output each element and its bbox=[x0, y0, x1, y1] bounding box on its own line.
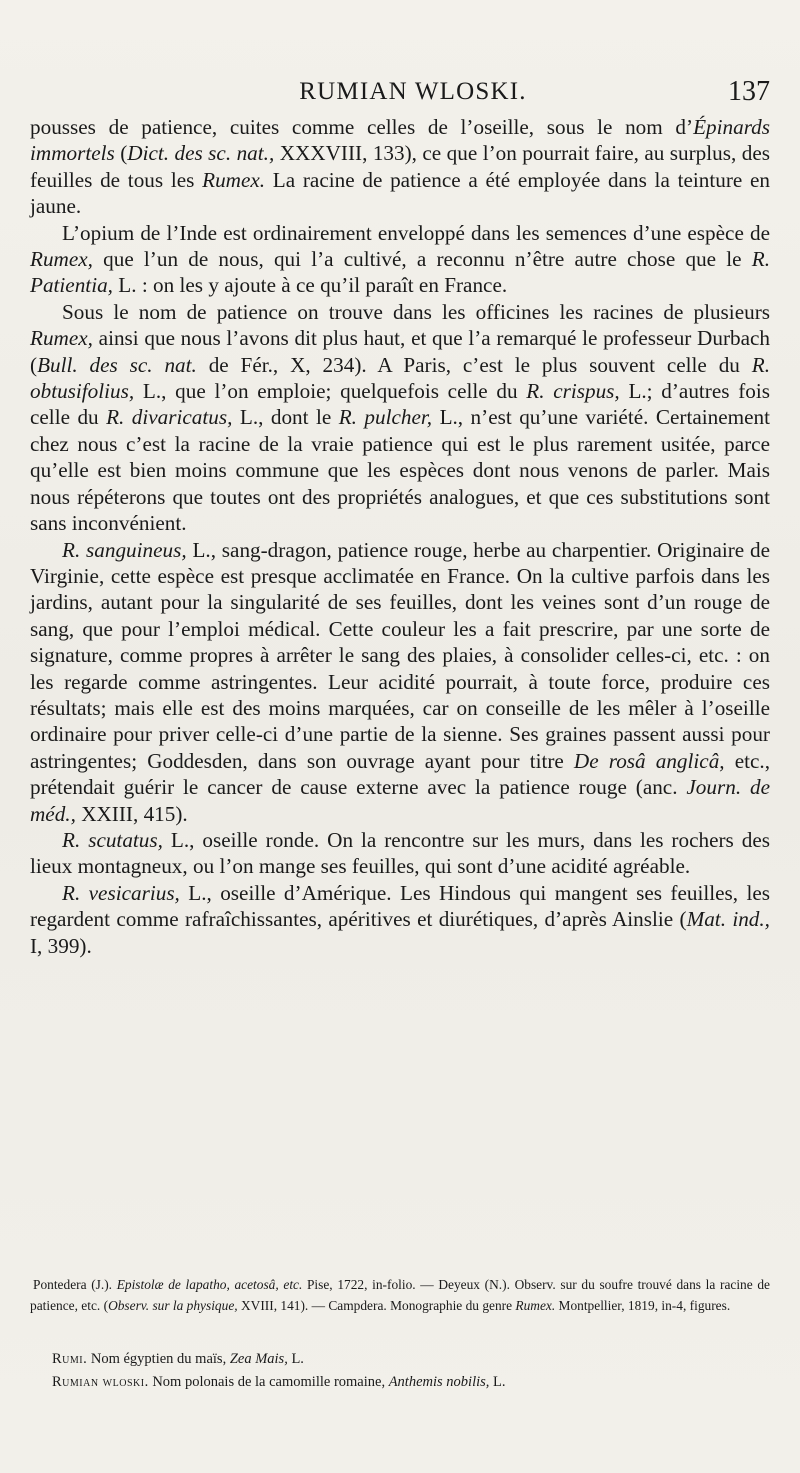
paragraph-r-sanguineus bbox=[30, 537, 770, 827]
italic-run: Epistolæ de lapatho, acetosâ, etc. bbox=[116, 1277, 303, 1292]
text-run: L. bbox=[489, 1374, 506, 1390]
text-run: L., oseille ronde. On la rencontre sur les murs, dans les rochers des lieux montagneux, ou l’on mange ses feuilles, qui sont d’une acidité agréable. bbox=[30, 827, 770, 879]
text-run: Nom polonais de la camomille romaine, bbox=[148, 1374, 389, 1390]
text-run: XXIII, 415). bbox=[75, 801, 188, 826]
text-run: La racine de patience a été employée dans la teinture en jaune. bbox=[30, 167, 771, 219]
italic-run: Rumex, bbox=[30, 247, 93, 272]
text-run: ainsi que nous l’avons dit plus haut, et que l’a remarqué le professeur Durbach ( bbox=[30, 326, 770, 377]
page-number: 137 bbox=[728, 76, 770, 107]
bibliography-text bbox=[30, 1274, 770, 1316]
running-title: RUMIAN WLOSKI. bbox=[299, 78, 527, 105]
text-run: L. : on les y ajoute à ce qu’il paraît en France. bbox=[112, 273, 508, 298]
italic-run: De rosâ anglicâ, bbox=[573, 748, 725, 773]
italic-run: R. vesicarius, bbox=[62, 880, 180, 905]
italic-run: R. crispus, bbox=[526, 379, 620, 404]
text-run: Pontedera (J.). bbox=[33, 1277, 117, 1292]
italic-run: Dict. des sc. nat., bbox=[127, 141, 275, 166]
italic-run: R. pulcher, bbox=[338, 405, 433, 430]
text-run: L., oseille d’Amérique. Les Hindous qui mangent ses feuilles, les regardent comme rafraîchissantes, apéritives et diurétiques, d’après Ainslie ( bbox=[30, 880, 770, 932]
text-run: XXXVIII, 133), ce que l’on pourrait faire, au surplus, des feuilles de tous les bbox=[30, 141, 770, 192]
italic-run: Observ. sur la physique, bbox=[108, 1298, 238, 1313]
bibliography bbox=[30, 1274, 770, 1316]
text-run: L., sang-dragon, patience rouge, herbe au charpentier. Originaire de Virginie, cette espèce est presque acclimatée en France. On la cultive parfois dans les jardins, autant pour la singularité de ses feuilles, dont les veines sont d’un rouge de sang, que pour l’emploi médical. Cette couleur les a fait prescrire, par une sorte de signature, comme propres à arrêter le sang des plaies, à consolider celles-ci, etc. : on les regarde comme astringentes. Leur acidité pourrait, à toute force, produire ces résultats; mais elle est des moins marquées, car on conseille de les mêler à l’oseille ordinaire pour priver celle-ci d’une partie de la sienne. Ses graines passent aussi pour astringentes; Goddesden, dans son ouvrage ayant pour titre bbox=[30, 537, 770, 773]
italic-run: R. scutatus, bbox=[62, 827, 163, 852]
italic-run: Rumex. bbox=[515, 1298, 556, 1313]
italic-run: R. divaricatus, bbox=[106, 405, 233, 430]
dictionary-entries bbox=[30, 1348, 770, 1394]
text-run: que l’un de nous, qui l’a cultivé, a reconnu n’être autre chose que le bbox=[92, 247, 752, 272]
italic-run: Rumex, bbox=[30, 326, 93, 351]
italic-run: Journ. de méd., bbox=[30, 775, 770, 826]
paragraph-r-scutatus bbox=[30, 827, 770, 880]
text-run: L. bbox=[287, 1351, 304, 1367]
entry-headword: Rumian wloski. bbox=[52, 1374, 149, 1390]
text-run: etc., prétendait guérir le cancer de cause externe avec la patience rouge (anc. bbox=[30, 748, 770, 800]
text-run: L.; d’autres fois celle du bbox=[30, 379, 770, 430]
text-run: Sous le nom de patience on trouve dans les officines les racines de plusieurs bbox=[62, 299, 770, 324]
text-run: I, 399). bbox=[30, 933, 92, 958]
italic-run: Rumex. bbox=[202, 167, 266, 192]
text-run: L., que l’on emploie; quelquefois celle du bbox=[134, 379, 527, 404]
entry-rumian-wloski bbox=[30, 1371, 770, 1394]
text-run: L., dont le bbox=[232, 405, 339, 430]
italic-run: Anthemis nobilis, bbox=[388, 1374, 490, 1390]
running-header bbox=[56, 78, 770, 112]
italic-run: Mat. ind., bbox=[686, 907, 770, 932]
text-run: Montpellier, 1819, in-4, figures. bbox=[555, 1298, 731, 1313]
main-text bbox=[30, 114, 770, 959]
italic-run: R. obtusifolius, bbox=[30, 352, 770, 404]
text-run: L’opium de l’Inde est ordinairement enveloppé dans les semences d’une espèce de bbox=[62, 220, 770, 245]
text-run: pousses de patience, cuites comme celles de l’oseille, sous le nom d’ bbox=[30, 115, 694, 139]
text-run: de Fér., X, 234). A Paris, c’est le plus souvent celle du bbox=[196, 352, 752, 377]
paragraph-r-vesicarius bbox=[30, 880, 770, 959]
text-run: XVIII, 141). — Campdera. Monographie du genre bbox=[237, 1298, 516, 1313]
entry-rumi bbox=[30, 1348, 770, 1371]
paragraph-officines bbox=[30, 299, 770, 537]
italic-run: Épinards immortels bbox=[30, 115, 770, 166]
entry-headword: Rumi. bbox=[52, 1351, 88, 1367]
text-run: Pise, 1722, in-folio. — Deyeux (N.). Observ. sur du soufre trouvé dans la racine de patience, etc. ( bbox=[30, 1277, 770, 1313]
paragraph-continuation bbox=[30, 114, 770, 220]
text-run: ( bbox=[114, 141, 128, 166]
paragraph-opium bbox=[30, 220, 770, 299]
italic-run: Bull. des sc. nat. bbox=[37, 352, 197, 377]
italic-run: Zea Mais, bbox=[229, 1351, 288, 1367]
text-run: Nom égyptien du maïs, bbox=[87, 1351, 230, 1367]
text-run: L., n’est qu’une variété. Certainement chez nous c’est la racine de la vraie patience qui est le plus rarement usitée, parce qu’elle est bien moins commune que les espèces dont nous venons de parler. Mais nous répéterons que toutes ont des propriétés analogues, et que ces substitutions sont sans inconvénient. bbox=[30, 405, 770, 536]
italic-run: R. Patientia, bbox=[30, 247, 770, 298]
italic-run: R. sanguineus, bbox=[62, 537, 187, 562]
